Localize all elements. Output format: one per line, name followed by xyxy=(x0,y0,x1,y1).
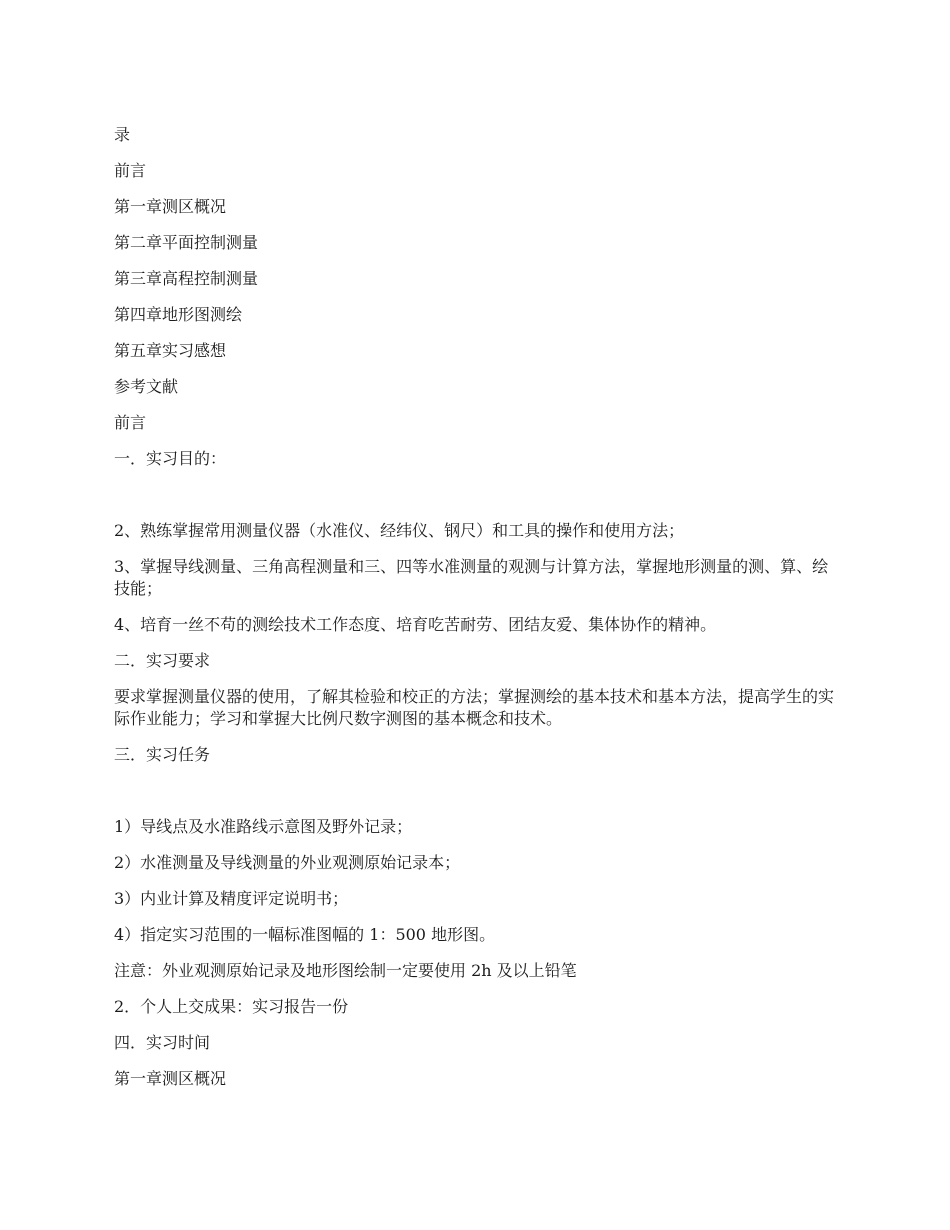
time-heading: 四．实习时间 xyxy=(114,1033,211,1052)
purpose-item: 3、掌握导线测量、三角高程测量和三、四等水准测量的观测与计算方法，掌握地形测量的测、算、绘技能； xyxy=(114,557,829,598)
requirements-text: 要求掌握测量仪器的使用，了解其检验和校正的方法；掌握测绘的基本技术和基本方法，提高学生的实际作业能力；学习和掌握大比例尺数字测图的基本概念和技术。 xyxy=(114,687,835,728)
personal-result: 2．个人上交成果：实习报告一份 xyxy=(114,997,349,1016)
document-page xyxy=(114,124,844,1090)
toc-item: 录 xyxy=(114,125,131,144)
requirements-heading: 二．实习要求 xyxy=(114,651,211,670)
task-item: 4）指定实习范围的一幅标准图幅的 1：500 地形图。 xyxy=(114,925,496,944)
chapter1-heading: 第一章测区概况 xyxy=(114,1069,227,1088)
toc-item: 第二章平面控制测量 xyxy=(114,233,259,252)
toc-item: 第一章测区概况 xyxy=(114,197,227,216)
task-item: 1）导线点及水准路线示意图及野外记录； xyxy=(114,817,413,836)
task-item: 2）水准测量及导线测量的外业观测原始记录本； xyxy=(114,853,461,872)
task-item: 3）内业计算及精度评定说明书； xyxy=(114,889,349,908)
tasks-heading: 三．实习任务 xyxy=(114,745,211,764)
toc-item: 参考文献 xyxy=(114,377,179,396)
preface-heading: 前言 xyxy=(114,413,147,432)
purpose-item: 2、熟练掌握常用测量仪器（水准仪、经纬仪、钢尺）和工具的操作和使用方法； xyxy=(114,521,685,540)
toc-item: 第四章地形图测绘 xyxy=(114,305,243,324)
toc-item: 第五章实习感想 xyxy=(114,341,227,360)
purpose-heading: 一．实习目的： xyxy=(114,449,227,468)
toc-item: 第三章高程控制测量 xyxy=(114,269,259,288)
purpose-item: 4、培育一丝不苟的测绘技术工作态度、培育吃苦耐劳、团结友爱、集体协作的精神。 xyxy=(114,615,717,634)
toc-item: 前言 xyxy=(114,161,147,180)
note-text: 注意：外业观测原始记录及地形图绘制一定要使用 2h 及以上铅笔 xyxy=(114,961,577,980)
